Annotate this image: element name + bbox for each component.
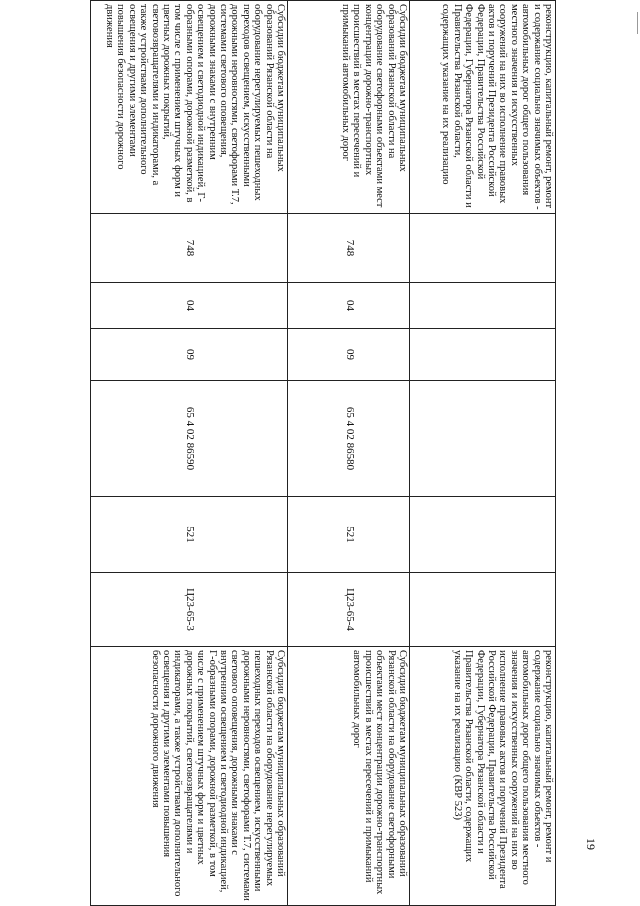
expense-type-cell [410,497,556,573]
subsection-cell: 09 [91,329,288,381]
target-code-cell [410,573,556,647]
scan-mark [637,12,638,34]
grbs-cell: 748 [91,214,288,283]
subsection-cell [410,329,556,381]
budget-classification-table [90,0,556,906]
target-code-name-cell: реконструкцию, капитальный ремонт, ремонт и содержание социально значимых объектов - автомобильных дорог общего пользования местного значения и искусственных сооружений на них во исполнение правовых актов и поручений Президента Российской Федерации, Правительства Российской Федерации, Губернатора Рязанской области и Правительства Рязанской области, содержащих указание на их реализацию (КВР 523) [410,647,556,906]
target-article-cell: 65 4 02 86580 [288,381,410,497]
table-row [91,1,288,906]
grbs-cell: 748 [288,214,410,283]
expense-type-cell: 521 [91,497,288,573]
expense-name-cell: Субсидии бюджетам муниципальных образований Рязанской области на оборудование нерегулируемых пешеходных переходов освещением, искусственными дорожными неровностями, светофорами Т.7, системами светового оповещения, дорожными знаками с внутренним освещением и светодиодной индикацией, Г-образными опорами, дорожной разметкой, в том числе с применением штучных форм и цветных дорожных покрытий, световозвращателями и индикаторами, а также устройствами дополнительного освещения и другими элементами повышения безопасности дорожного движения [91,1,288,214]
subsection-cell: 09 [288,329,410,381]
target-code-name-cell: Субсидии бюджетам муниципальных образований Рязанской области на оборудование нерегулируемых пешеходных переходов освещением, искусственными дорожными неровностями, светофорами Т.7, системами светового оповещения, дорожными знаками с внутренним освещением и светодиодной индикацией, Г-образными опорами, дорожной разметкой, в том числе с применением штучных форм и цветных дорожных покрытий, световозвращателями и индикаторами, а также устройствами дополнительного освещения и другими элементами повышения безопасности дорожного движения [91,647,288,906]
target-code-name-cell: Субсидии бюджетам муниципальных образований Рязанской области на оборудование светофорными объектами мест концентрации дорожно-транспортных происшествий в местах пересечений и примыканий автомобильных дорог [288,647,410,906]
expense-name-cell: реконструкцию, капитальный ремонт, ремонт и содержание социально значимых объектов - автомобильных дорог общего пользования местного значения и искусственных сооружений на них во исполнение правовых актов и поручений Президента Российской Федерации, Правительства Российской Федерации, Губернатора Рязанской области и Правительства Рязанской области, содержащих указание на их реализацию [410,1,556,214]
expense-type-cell: 521 [288,497,410,573]
section-cell: 04 [288,283,410,329]
target-article-cell [410,381,556,497]
target-article-cell: 65 4 02 86590 [91,381,288,497]
grbs-cell [410,214,556,283]
section-cell: 04 [91,283,288,329]
table-row [288,1,410,906]
expense-name-cell: Субсидии бюджетам муниципальных образований Рязанской области на оборудование светофорными объектами мест концентрации дорожно-транспортных происшествий в местах пересечений и примыканий автомобильных дорог [288,1,410,214]
target-code-cell: Ц23-65-3 [91,573,288,647]
section-cell [410,283,556,329]
target-code-cell: Ц23-65-4 [288,573,410,647]
table-row [410,1,556,906]
page-number: 19 [584,838,598,850]
